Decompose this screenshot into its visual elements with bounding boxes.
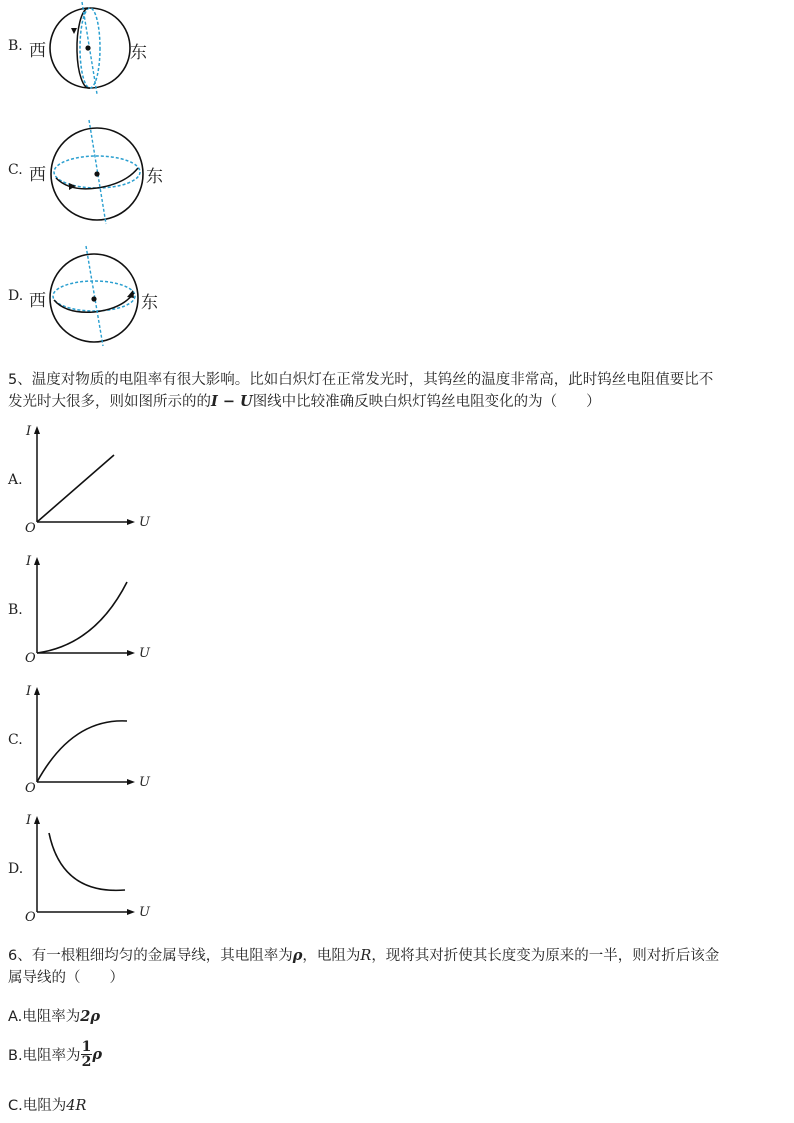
graph-d-curve (49, 833, 125, 890)
question-6-line-1 (8, 945, 786, 967)
graph-b-x-axis-label: U (139, 646, 150, 661)
graph-d-label: D. (8, 861, 24, 877)
q6-option-a-math: 2ρ (80, 1008, 101, 1025)
q6-option-c-text: C.电阻为 (8, 1098, 67, 1114)
q6-option-c-math: 4R (66, 1098, 87, 1114)
iu-expression: I − U (211, 393, 253, 410)
graph-a-label: A. (8, 472, 23, 488)
graph-b-y-axis-label: I (26, 554, 32, 569)
graph-a-origin-label: O (25, 521, 36, 536)
question-6-text (8, 945, 786, 989)
q6-option-a (8, 1005, 100, 1026)
graph-a-y-axis-label: I (26, 424, 32, 439)
q6-option-b (8, 1040, 102, 1069)
question-6-line-1-c: ，现将其对折使其长度变为原来的一半，则对折后该金 (371, 948, 720, 964)
option-b-label: B. (8, 38, 23, 54)
graph-c-origin-label: O (25, 781, 36, 796)
rho-symbol: ρ (292, 947, 303, 964)
question-6-line-1-b: ，电阻为 (302, 948, 361, 964)
option-c-east-label: 东 (146, 167, 163, 187)
r-symbol: R (360, 948, 372, 964)
graph-d-x-axis-label: U (139, 905, 150, 920)
fraction-denominator: 2 (81, 1054, 92, 1070)
graph-a-x-axis-label: U (139, 515, 150, 530)
option-b-west-label: 西 (29, 41, 46, 61)
option-d-label: D. (8, 288, 24, 304)
half-fraction (81, 1040, 93, 1069)
option-c-west-label: 西 (29, 165, 46, 185)
graph-b-label: B. (8, 602, 23, 618)
graph-c-label: C. (8, 732, 23, 748)
q6-option-a-text: A.电阻率为 (8, 1009, 81, 1025)
graph-c-y-axis-label: I (26, 684, 32, 699)
graph-d-y-axis-label: I (26, 813, 32, 828)
question-6-line-2: 属导线的（ ） (8, 970, 124, 986)
q6-option-b-text: B.电阻率为 (8, 1048, 81, 1064)
graph-b-origin-label: O (25, 651, 36, 666)
option-d-west-label: 西 (29, 291, 46, 311)
option-c-label: C. (8, 162, 23, 178)
graph-c-x-axis-label: U (139, 775, 150, 790)
question-5-line-1: 5、温度对物质的电阻率有很大影响。比如白炽灯在正常发光时，其钨丝的温度非常高，此时钨丝电阻值要比不 (8, 372, 714, 388)
question-5-line-2-start: 发光时大很多，则如图所示的的 (8, 394, 211, 410)
question-6-line-1-a: 6、有一根粗细均匀的金属导线，其电阻率为 (8, 948, 293, 964)
fraction-numerator: 1 (81, 1039, 92, 1055)
option-d-east-label: 东 (141, 293, 158, 313)
q6-option-b-rho: ρ (92, 1046, 102, 1063)
q6-option-c (8, 1094, 86, 1115)
question-5-line-2-end: 图线中比较准确反映白炽灯钨丝电阻变化的为（ ） (252, 394, 601, 410)
graph-d-origin-label: O (25, 910, 36, 925)
option-b-east-label: 东 (130, 43, 147, 63)
